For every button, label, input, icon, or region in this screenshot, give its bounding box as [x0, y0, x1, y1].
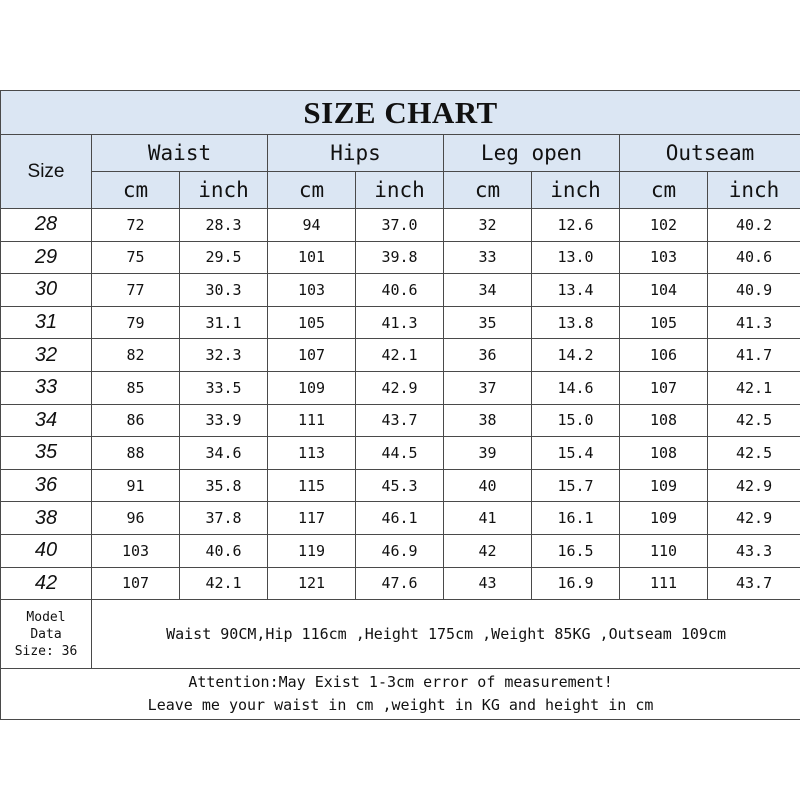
- table-cell: 41.7: [708, 339, 800, 372]
- model-data-label: [1, 600, 92, 669]
- table-cell: 34.6: [180, 437, 268, 470]
- table-cell: 72: [92, 209, 180, 242]
- model-label-line: Model: [26, 609, 66, 625]
- table-cell: 39.8: [356, 241, 444, 274]
- table-cell: 45.3: [356, 469, 444, 502]
- table-cell: 33: [444, 241, 532, 274]
- table-cell: 42.1: [708, 371, 800, 404]
- table-cell: 88: [92, 437, 180, 470]
- table-cell: 42.5: [708, 437, 800, 470]
- table-cell: 41.3: [708, 306, 800, 339]
- table-cell: 42.9: [356, 371, 444, 404]
- unit-header: cm: [620, 172, 708, 209]
- leg-open-group-header: Leg open: [444, 135, 620, 172]
- table-cell: 33.9: [180, 404, 268, 437]
- table-cell: 91: [92, 469, 180, 502]
- table-cell: 43.7: [356, 404, 444, 437]
- table-cell: 40.2: [708, 209, 800, 242]
- model-label-line: Data: [30, 626, 62, 642]
- table-cell: 42.9: [708, 469, 800, 502]
- size-cell: 42: [1, 567, 92, 600]
- size-cell: 38: [1, 502, 92, 535]
- model-data-text: Waist 90CM,Hip 116cm ,Height 175cm ,Weight 85KG ,Outseam 109cm: [92, 600, 800, 669]
- model-data-row: [1, 600, 800, 669]
- attention-note: [1, 669, 800, 720]
- table-cell: 94: [268, 209, 356, 242]
- waist-group-header: Waist: [92, 135, 268, 172]
- table-cell: 109: [620, 502, 708, 535]
- table-cell: 15.7: [532, 469, 620, 502]
- size-cell: 28: [1, 209, 92, 242]
- table-cell: 105: [268, 306, 356, 339]
- unit-header: cm: [268, 172, 356, 209]
- table-cell: 106: [620, 339, 708, 372]
- table-cell: 28.3: [180, 209, 268, 242]
- table-cell: 32: [444, 209, 532, 242]
- attention-row: [1, 669, 800, 720]
- unit-header: cm: [92, 172, 180, 209]
- table-cell: 31.1: [180, 306, 268, 339]
- size-chart: [0, 90, 800, 736]
- table-row: [1, 209, 800, 242]
- table-cell: 75: [92, 241, 180, 274]
- table-cell: 13.8: [532, 306, 620, 339]
- size-column-header: Size: [1, 135, 92, 209]
- table-cell: 111: [620, 567, 708, 600]
- table-cell: 36: [444, 339, 532, 372]
- table-cell: 110: [620, 534, 708, 567]
- size-cell: 30: [1, 274, 92, 307]
- table-cell: 14.6: [532, 371, 620, 404]
- table-cell: 105: [620, 306, 708, 339]
- table-cell: 101: [268, 241, 356, 274]
- table-cell: 46.1: [356, 502, 444, 535]
- table-cell: 14.2: [532, 339, 620, 372]
- table-row: [1, 534, 800, 567]
- table-cell: 46.9: [356, 534, 444, 567]
- table-cell: 47.6: [356, 567, 444, 600]
- table-row: [1, 567, 800, 600]
- size-chart-table: [0, 90, 800, 720]
- hips-group-header: Hips: [268, 135, 444, 172]
- table-cell: 15.0: [532, 404, 620, 437]
- table-row: [1, 469, 800, 502]
- size-cell: 35: [1, 437, 92, 470]
- table-cell: 32.3: [180, 339, 268, 372]
- unit-header: inch: [532, 172, 620, 209]
- table-row: [1, 274, 800, 307]
- table-cell: 108: [620, 437, 708, 470]
- size-cell: 34: [1, 404, 92, 437]
- table-cell: 30.3: [180, 274, 268, 307]
- table-cell: 39: [444, 437, 532, 470]
- table-cell: 40: [444, 469, 532, 502]
- table-cell: 85: [92, 371, 180, 404]
- table-cell: 37.8: [180, 502, 268, 535]
- table-cell: 42: [444, 534, 532, 567]
- table-cell: 102: [620, 209, 708, 242]
- table-cell: 115: [268, 469, 356, 502]
- size-cell: 33: [1, 371, 92, 404]
- table-row: [1, 502, 800, 535]
- table-cell: 44.5: [356, 437, 444, 470]
- table-cell: 42.5: [708, 404, 800, 437]
- table-cell: 40.6: [356, 274, 444, 307]
- size-cell: 40: [1, 534, 92, 567]
- table-row: [1, 371, 800, 404]
- attention-line2: Leave me your waist in cm ,weight in KG and height in cm: [147, 696, 654, 715]
- table-cell: 109: [268, 371, 356, 404]
- table-cell: 35.8: [180, 469, 268, 502]
- table-cell: 16.5: [532, 534, 620, 567]
- table-row: [1, 339, 800, 372]
- table-cell: 37: [444, 371, 532, 404]
- size-cell: 29: [1, 241, 92, 274]
- table-cell: 29.5: [180, 241, 268, 274]
- table-row: [1, 306, 800, 339]
- table-cell: 42.1: [356, 339, 444, 372]
- table-cell: 13.0: [532, 241, 620, 274]
- unit-header: inch: [356, 172, 444, 209]
- table-cell: 107: [92, 567, 180, 600]
- table-cell: 107: [268, 339, 356, 372]
- table-cell: 35: [444, 306, 532, 339]
- outseam-group-header: Outseam: [620, 135, 800, 172]
- table-cell: 104: [620, 274, 708, 307]
- table-cell: 96: [92, 502, 180, 535]
- table-row: [1, 241, 800, 274]
- table-cell: 41.3: [356, 306, 444, 339]
- table-cell: 43: [444, 567, 532, 600]
- table-cell: 12.6: [532, 209, 620, 242]
- table-cell: 86: [92, 404, 180, 437]
- table-cell: 117: [268, 502, 356, 535]
- table-cell: 40.6: [180, 534, 268, 567]
- table-cell: 43.7: [708, 567, 800, 600]
- table-cell: 40.6: [708, 241, 800, 274]
- table-row: [1, 437, 800, 470]
- table-cell: 103: [268, 274, 356, 307]
- table-cell: 107: [620, 371, 708, 404]
- attention-line1: Attention:May Exist 1-3cm error of measurement!: [188, 673, 613, 692]
- table-cell: 82: [92, 339, 180, 372]
- chart-title: SIZE CHART: [1, 91, 800, 135]
- table-cell: 16.1: [532, 502, 620, 535]
- table-cell: 37.0: [356, 209, 444, 242]
- unit-header: inch: [708, 172, 800, 209]
- model-label-line: Size: 36: [14, 643, 78, 659]
- table-cell: 15.4: [532, 437, 620, 470]
- unit-header: inch: [180, 172, 268, 209]
- size-cell: 32: [1, 339, 92, 372]
- table-cell: 13.4: [532, 274, 620, 307]
- table-cell: 34: [444, 274, 532, 307]
- size-cell: 36: [1, 469, 92, 502]
- table-cell: 111: [268, 404, 356, 437]
- table-cell: 119: [268, 534, 356, 567]
- table-cell: 43.3: [708, 534, 800, 567]
- unit-header: cm: [444, 172, 532, 209]
- table-cell: 108: [620, 404, 708, 437]
- table-cell: 42.9: [708, 502, 800, 535]
- table-cell: 113: [268, 437, 356, 470]
- table-cell: 103: [92, 534, 180, 567]
- table-cell: 38: [444, 404, 532, 437]
- size-cell: 31: [1, 306, 92, 339]
- table-cell: 42.1: [180, 567, 268, 600]
- table-cell: 109: [620, 469, 708, 502]
- table-cell: 103: [620, 241, 708, 274]
- table-cell: 40.9: [708, 274, 800, 307]
- table-cell: 33.5: [180, 371, 268, 404]
- table-row: [1, 404, 800, 437]
- table-cell: 77: [92, 274, 180, 307]
- table-cell: 79: [92, 306, 180, 339]
- table-cell: 41: [444, 502, 532, 535]
- table-cell: 16.9: [532, 567, 620, 600]
- table-cell: 121: [268, 567, 356, 600]
